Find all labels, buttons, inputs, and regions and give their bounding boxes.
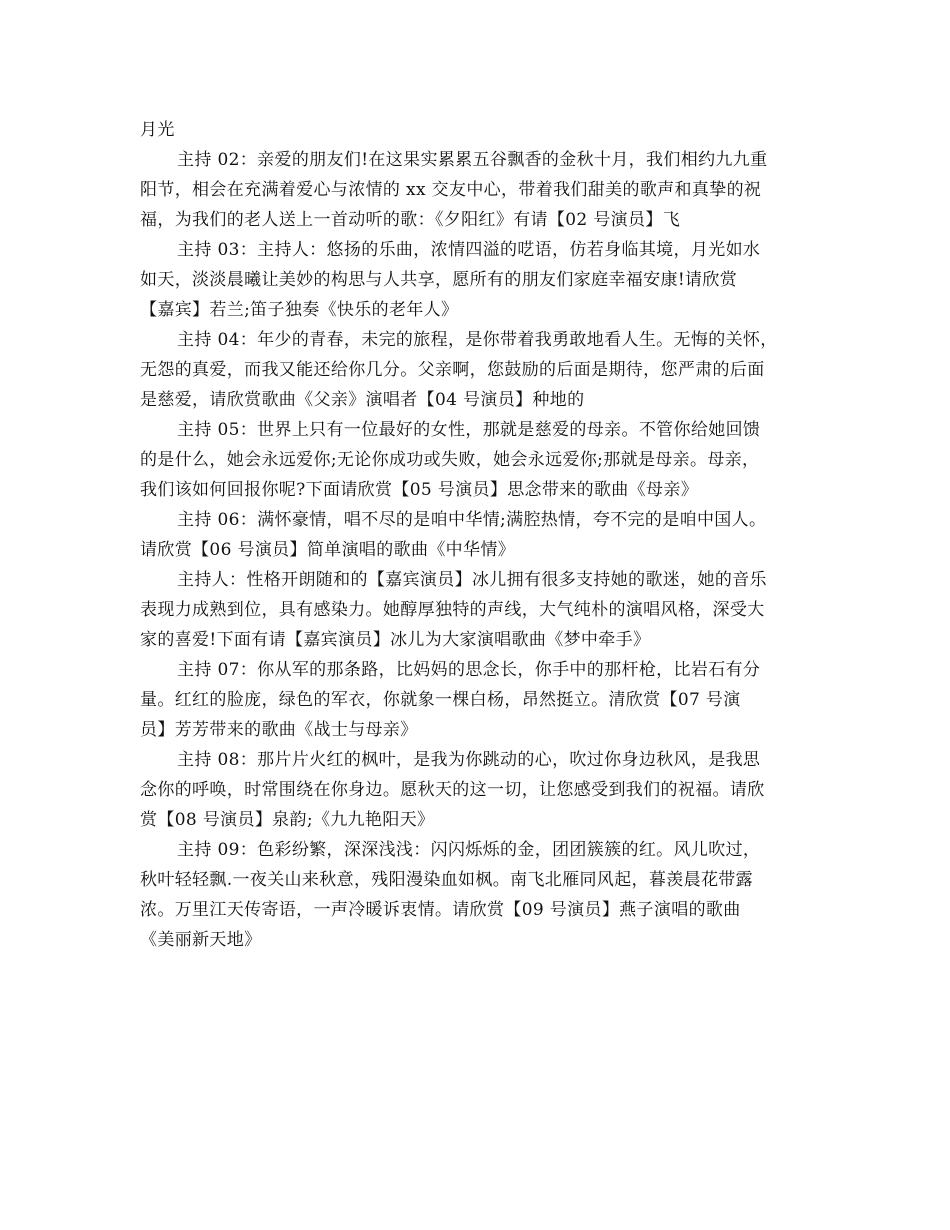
text-line: 如天，淡淡晨曦让美妙的构思与人共享，愿所有的朋友们家庭幸福安康!请欣赏 <box>140 270 738 290</box>
text-line: 表现力成熟到位，具有感染力。她醇厚独特的声线，大气纯朴的演唱风格，深受大 <box>140 600 765 620</box>
text-line: 《美丽新天地》 <box>140 930 262 950</box>
paragraph-host-08-line: 主持 08：那片片火红的枫叶，是我为你跳动的心，吹过你身边秋风，是我思 <box>177 750 761 770</box>
text-line: 阳节，相会在充满着爱心与浓情的 xx 交友中心，带着我们甜美的歌声和真挚的祝 <box>140 180 762 200</box>
text-line: 念你的呼唤，时常围绕在你身边。愿秋天的这一切，让您感受到我们的祝福。请欣 <box>140 780 765 800</box>
paragraph-host-07-line: 主持 07：你从军的那条路，比妈妈的思念长，你手中的那杆枪，比岩石有分 <box>177 660 761 680</box>
text-line: 浓。万里江天传寄语，一声冷暖诉衷情。请欣赏【09 号演员】燕子演唱的歌曲 <box>140 900 741 920</box>
paragraph-host-guest-line: 主持人：性格开朗随和的【嘉宾演员】冰儿拥有很多支持她的歌迷，她的音乐 <box>177 570 767 590</box>
paragraph-host-09-line: 主持 09：色彩纷繁，深深浅浅：闪闪烁烁的金，团团簇簇的红。风儿吹过， <box>177 840 761 860</box>
paragraph-host-06-line: 主持 06：满怀豪情，唱不尽的是咱中华情;满腔热情，夸不完的是咱中国人。 <box>177 510 767 530</box>
document-body <box>140 115 816 955</box>
text-line: 的是什么，她会永远爱你;无论你成功或失败，她会永远爱你;那就是母亲。母亲， <box>140 450 760 470</box>
paragraph-host-04-line: 主持 04：年少的青春，未完的旅程，是你带着我勇敢地看人生。无悔的关怀， <box>177 330 778 350</box>
text-line: 赏【08 号演员】泉韵;《九九艳阳天》 <box>140 810 435 830</box>
text-line: 员】芳芳带来的歌曲《战士与母亲》 <box>140 720 418 740</box>
text-line: 量。红红的脸庞，绿色的军衣，你就象一棵白杨，昂然挺立。清欣赏【07 号演 <box>140 690 741 710</box>
text-line: 请欣赏【06 号演员】简单演唱的歌曲《中华情》 <box>140 540 516 560</box>
text-line: 【嘉宾】若兰;笛子独奏《快乐的老年人》 <box>140 300 459 320</box>
text-line: 是慈爱，请欣赏歌曲《父亲》演唱者【04 号演员】种地的 <box>140 390 585 410</box>
text-line: 我们该如何回报你呢?下面请欣赏【05 号演员】思念带来的歌曲《母亲》 <box>140 480 699 500</box>
paragraph-host-02-line: 主持 02：亲爱的朋友们!在这果实累累五谷飘香的金秋十月，我们相约九九重 <box>177 150 768 170</box>
text-line: 无怨的真爱，而我又能还给你几分。父亲啊，您鼓励的后面是期待，您严肃的后面 <box>140 360 765 380</box>
text-line: 月光 <box>140 120 175 140</box>
text-line: 秋叶轻轻飘.一夜关山来秋意，残阳漫染血如枫。南飞北雁同风起，暮羡晨花带露 <box>140 870 754 890</box>
paragraph-host-05-line: 主持 05：世界上只有一位最好的女性，那就是慈爱的母亲。不管你给她回馈 <box>177 420 761 440</box>
paragraph-host-03-line: 主持 03：主持人：悠扬的乐曲，浓情四溢的呓语，仿若身临其境，月光如水 <box>177 240 761 260</box>
text-line: 家的喜爱!下面有请【嘉宾演员】冰儿为大家演唱歌曲《梦中牵手》 <box>140 630 651 650</box>
text-line: 福，为我们的老人送上一首动听的歌：《夕阳红》有请【02 号演员】飞 <box>140 210 681 230</box>
